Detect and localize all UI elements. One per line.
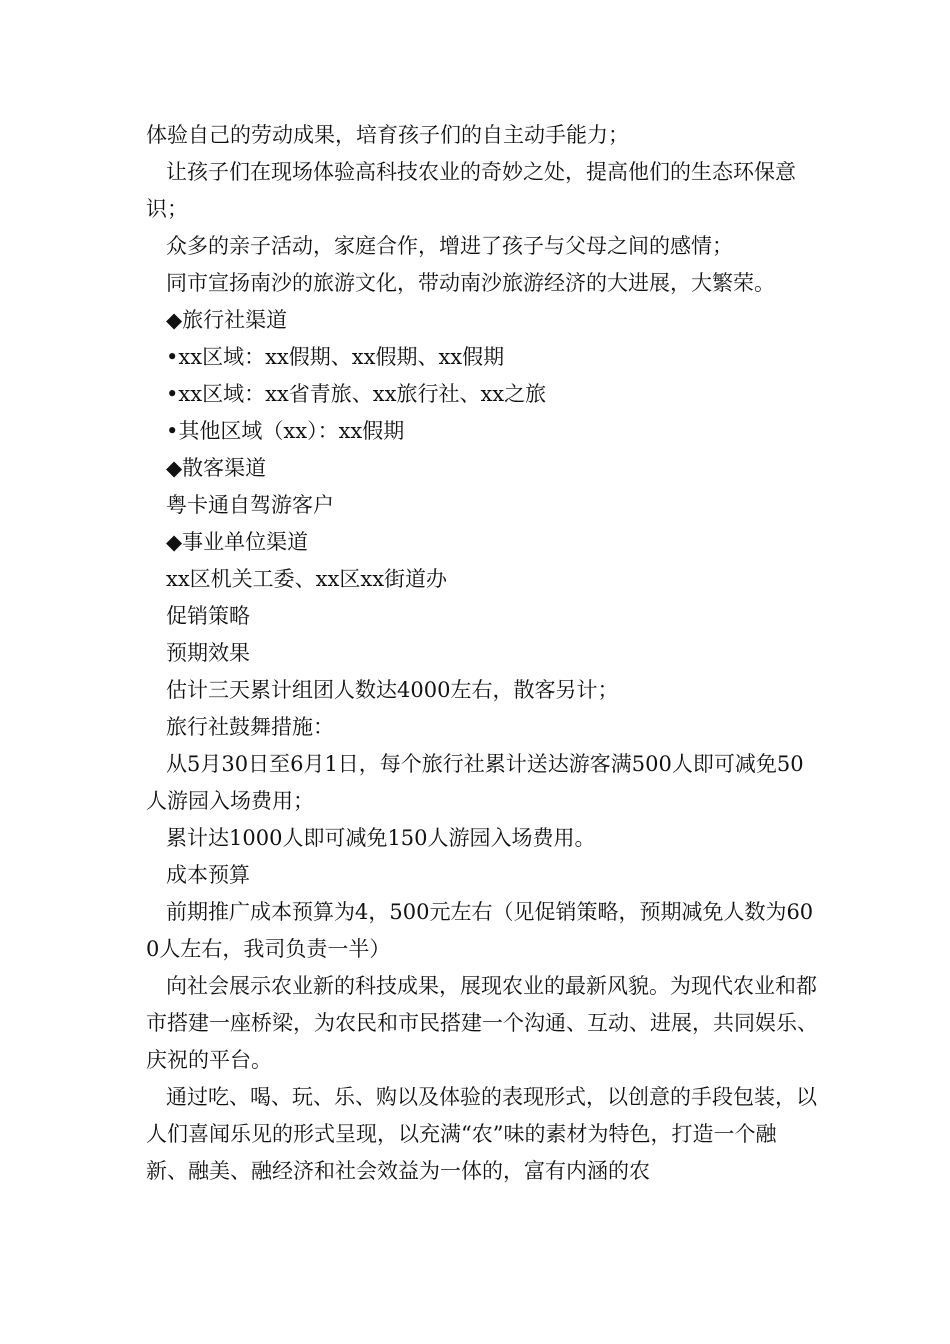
paragraph: 前期推广成本预算为4，500元左右（见促销策略，预期减免人数为600人左右，我司负责一半） (146, 900, 814, 961)
paragraph: 让孩子们在现场体验高科技农业的奇妙之处，提高他们的生态环保意识； (146, 160, 796, 221)
paragraph: 旅行社鼓舞措施： (166, 715, 334, 739)
paragraph: 估计三天累计组团人数达4000左右，散客另计； (166, 678, 619, 702)
paragraph: 粤卡通自驾游客户 (166, 493, 334, 517)
list-heading: ◆散客渠道 (166, 456, 267, 480)
document-body (146, 117, 818, 1190)
paragraph: 体验自己的劳动成果，培育孩子们的自主动手能力； (146, 123, 629, 147)
section-heading: 促销策略 (166, 604, 250, 628)
paragraph: 向社会展示农业新的科技成果，展现农业的最新风貌。为现代农业和都市搭建一座桥梁，为农民和市民搭建一个沟通、互动、进展，共同娱乐、庆祝的平台。 (146, 974, 818, 1072)
paragraph: xx区机关工委、xx区xx街道办 (166, 567, 448, 591)
section-heading: 成本预算 (166, 863, 250, 887)
paragraph: 通过吃、喝、玩、乐、购以及体验的表现形式，以创意的手段包装，以人们喜闻乐见的形式呈现，以充满“农”味的素材为特色，打造一个融新、融美、融经济和社会效益为一体的，富有内涵的农 (146, 1085, 817, 1183)
paragraph: 同市宣扬南沙的旅游文化，带动南沙旅游经济的大进展，大繁荣。 (166, 271, 775, 295)
list-heading: ◆旅行社渠道 (166, 308, 288, 332)
paragraph: 累计达1000人即可减免150人游园入场费用。 (166, 826, 596, 850)
list-heading: ◆事业单位渠道 (166, 530, 309, 554)
paragraph: 从5月30日至6月1日，每个旅行社累计送达游客满500人即可减免50人游园入场费用； (146, 752, 804, 813)
list-item: •xx区域：xx省青旅、xx旅行社、xx之旅 (166, 382, 547, 406)
list-item: •xx区域：xx假期、xx假期、xx假期 (166, 345, 505, 369)
section-heading: 预期效果 (166, 641, 250, 665)
paragraph: 众多的亲子活动，家庭合作，增进了孩子与父母之间的感情； (166, 234, 733, 258)
list-item: •其他区域（xx）：xx假期 (166, 419, 405, 443)
